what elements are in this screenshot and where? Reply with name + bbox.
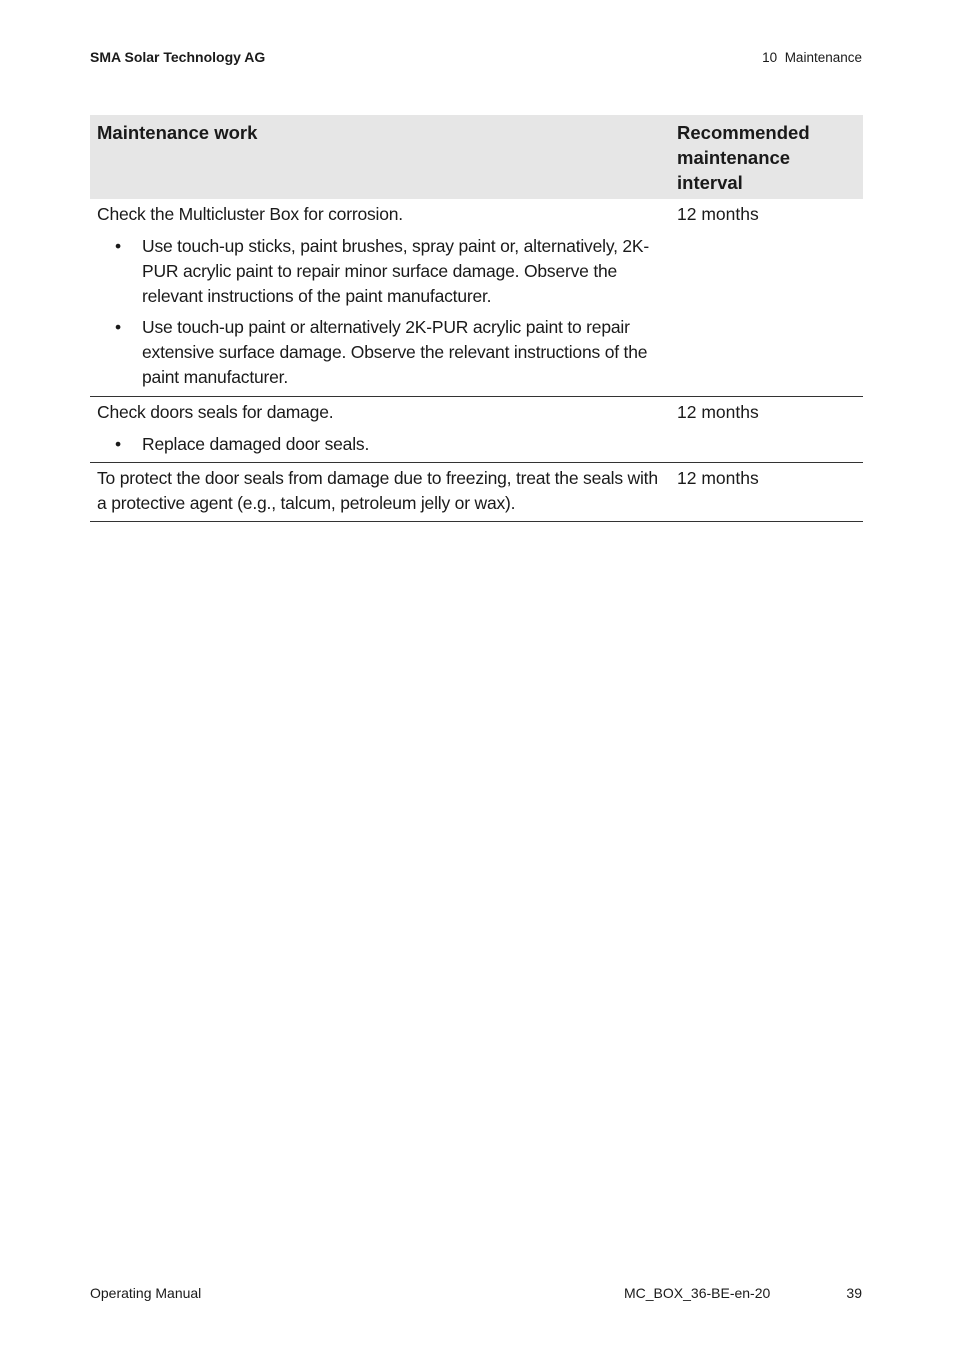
- table-row: [90, 463, 863, 522]
- bullet-icon: •: [115, 434, 121, 454]
- maintenance-task: Check the Multicluster Box for corrosion.: [97, 204, 403, 224]
- header-company: SMA Solar Technology AG: [90, 49, 266, 65]
- interval-cell: 12 months: [677, 204, 759, 224]
- task-step-text: Use touch-up paint or alternatively 2K-PUR acrylic paint to repair extensive surface damage. Observe the relevant instructions of the paint manufacturer.: [142, 317, 648, 387]
- page-number: 39: [846, 1285, 862, 1301]
- maintenance-work-cell: [90, 466, 670, 521]
- footer-document-id: MC_BOX_36-BE-en-20: [624, 1285, 771, 1301]
- task-steps: [97, 432, 666, 457]
- maintenance-task: To protect the door seals from damage due to freezing, treat the seals with a protective agent (e.g., talcum, petroleum jelly or wax).: [97, 468, 658, 513]
- table-header: [90, 115, 863, 199]
- list-item: [97, 315, 666, 390]
- table-row: [90, 397, 863, 463]
- maintenance-table: [90, 115, 863, 522]
- header-section: 10 Maintenance: [762, 50, 862, 65]
- task-step-text: Use touch-up sticks, paint brushes, spray paint or, alternatively, 2K-PUR acrylic paint to repair minor surface damage. Observe the relevant instructions of the paint manufacturer.: [142, 236, 650, 306]
- bullet-icon: •: [115, 317, 121, 337]
- column-header-work: Maintenance work: [97, 122, 258, 143]
- list-item: [97, 432, 666, 457]
- maintenance-work-cell: [90, 400, 670, 462]
- table-row: [90, 199, 863, 397]
- column-header-interval: Recommended maintenance interval: [677, 122, 810, 193]
- interval-cell: 12 months: [677, 402, 759, 422]
- bullet-icon: •: [115, 236, 121, 256]
- maintenance-task: Check doors seals for damage.: [97, 402, 334, 422]
- interval-cell: 12 months: [677, 468, 759, 488]
- task-steps: [97, 234, 666, 390]
- footer-manual-title: Operating Manual: [90, 1285, 202, 1301]
- task-step-text: Replace damaged door seals.: [142, 434, 370, 454]
- maintenance-work-cell: [90, 202, 670, 396]
- list-item: [97, 234, 666, 309]
